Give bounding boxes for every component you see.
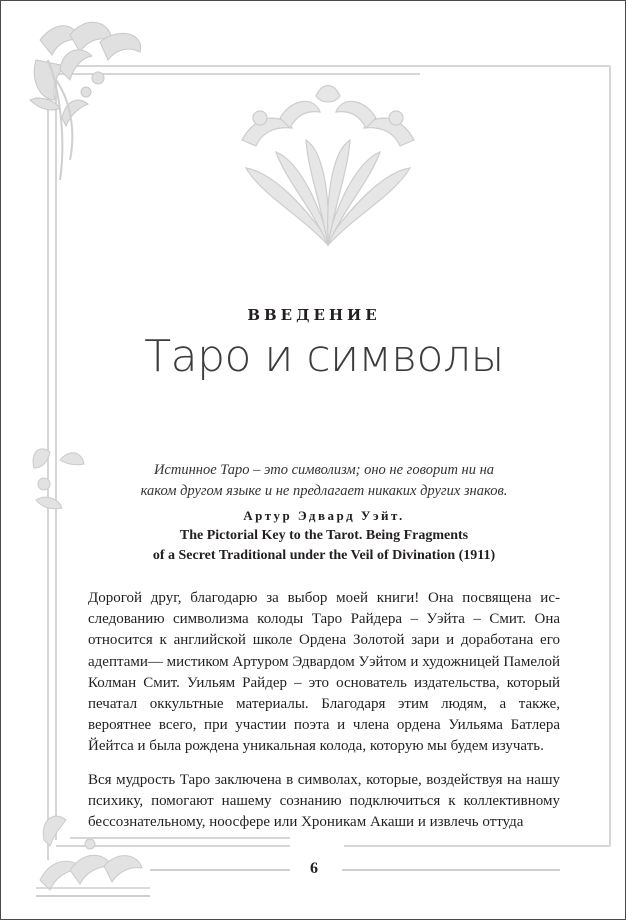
page-number: 6 (310, 860, 318, 877)
epigraph-source-line: of a Secret Traditional under the Veil of Divination (1911) (152, 548, 496, 563)
epigraph-source (100, 526, 548, 566)
epigraph-source-line: The Pictorial Key to the Tarot. Being Fragments (179, 528, 469, 543)
epigraph-author: Артур Эдвард Уэйт. (243, 508, 405, 523)
paragraph: Вся мудрость Таро заключена в символах, которые, воздействуя на нашу психику, помогают нашему сознанию подключиться к коллективному бессознательному, ноосфере или Хроникам Акаши и извлечь оттуда (88, 771, 560, 831)
chapter-title: Таро и символы (144, 331, 504, 382)
paragraph: Дорогой друг, благодарю за выбор моей книги! Она посвящена исследованию символизма колоды Таро Райдера – Уэйта – Смит. Она относится к английской школе Ордена Золотой зари и доработана его адептами— мистиком Артуром Эдвардом Уэйтом и художницей Памелой Колман Смит. Уильям Райдер – это основатель издательства, который печатал оккультные материалы. Благодаря этим людям, а также, вероятнее всего, при участии поэта и члена ордена Уильяма Батлера Йейтса и была рождена уникальная колода, которую мы будем изучать. (88, 590, 560, 755)
body-text (88, 588, 560, 845)
epigraph-line: Истинное Таро – это символизм; оно не говорит ни на (153, 462, 495, 478)
epigraph-line: каком другом языке и не предлагает никаких других знаков. (140, 483, 508, 499)
epigraph-quote (100, 460, 548, 502)
chapter-label: ВВЕДЕНИЕ (247, 306, 381, 324)
